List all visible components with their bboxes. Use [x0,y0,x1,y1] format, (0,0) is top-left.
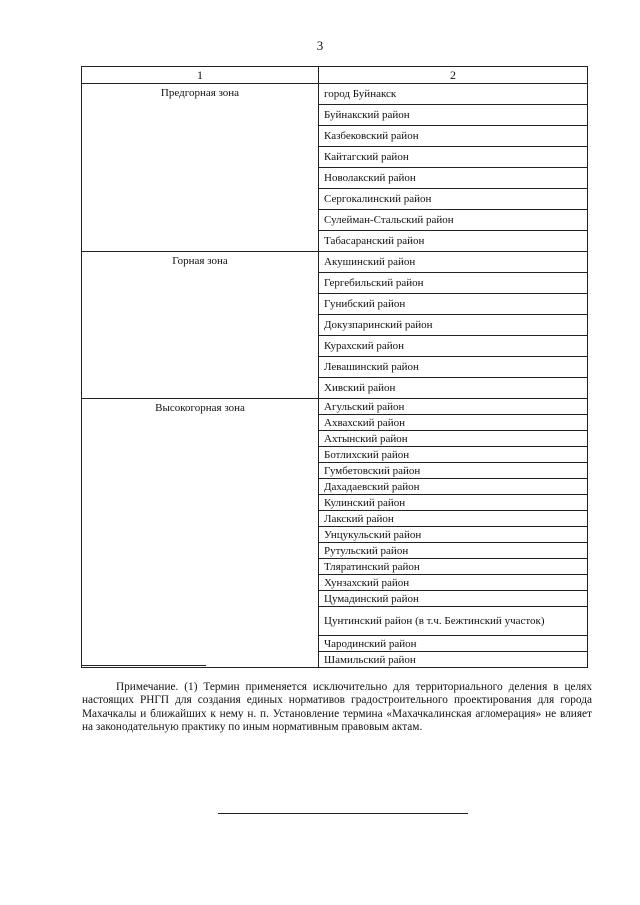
column-header-2: 2 [319,67,588,84]
district-cell: Буйнакский район [319,105,588,126]
page-number: 3 [316,38,324,53]
table-row [82,399,588,415]
district-cell: Цумадинский район [319,591,588,607]
district-cell: Чародинский район [319,636,588,652]
column-header-1: 1 [82,67,319,84]
footnote-note: Примечание. (1) Термин применяется исключительно для территориального деления в целях настоящих РНГП для создания единых нормативов градостроительного проектирования для города Махачкалы и ближайших к нему н. п. Установление термина «Махачкалинская агломерация» не влияет на законодательную практику по иным нормативным правовым актам. [82,681,592,734]
district-cell: Шамильский район [319,652,588,668]
table-row [82,84,588,105]
district-cell: Докузпаринский район [319,315,588,336]
district-cell: Хунзахский район [319,575,588,591]
district-cell: Агульский район [319,399,588,415]
district-cell: Гунибский район [319,294,588,315]
district-cell: Дахадаевский район [319,479,588,495]
header-row [82,67,588,84]
district-cell: Акушинский район [319,252,588,273]
district-cell: Рутульский район [319,543,588,559]
district-cell: Хивский район [319,378,588,399]
zones-table [81,66,588,668]
district-cell: Сергокалинский район [319,189,588,210]
footnote-separator [82,665,206,666]
district-cell: Цунтинский район (в т.ч. Бежтинский участок) [319,607,588,636]
district-cell: Унцукульский район [319,527,588,543]
bottom-separator [218,813,468,814]
district-cell: Кулинский район [319,495,588,511]
zone-cell-foothill: Предгорная зона [82,84,319,252]
table-row [82,252,588,273]
district-cell: Новолакский район [319,168,588,189]
district-cell: Гумбетовский район [319,463,588,479]
district-cell: Сулейман-Стальский район [319,210,588,231]
district-cell: Лакский район [319,511,588,527]
zone-cell-high-mountain: Высокогорная зона [82,399,319,668]
district-cell: Табасаранский район [319,231,588,252]
district-cell: Левашинский район [319,357,588,378]
district-cell: Гергебильский район [319,273,588,294]
district-cell: город Буйнакск [319,84,588,105]
district-cell: Казбековский район [319,126,588,147]
district-cell: Ботлихский район [319,447,588,463]
district-cell: Кайтагский район [319,147,588,168]
district-cell: Тляратинский район [319,559,588,575]
zone-cell-mountain: Горная зона [82,252,319,399]
district-cell: Ахвахский район [319,415,588,431]
district-cell: Ахтынский район [319,431,588,447]
district-cell: Курахский район [319,336,588,357]
